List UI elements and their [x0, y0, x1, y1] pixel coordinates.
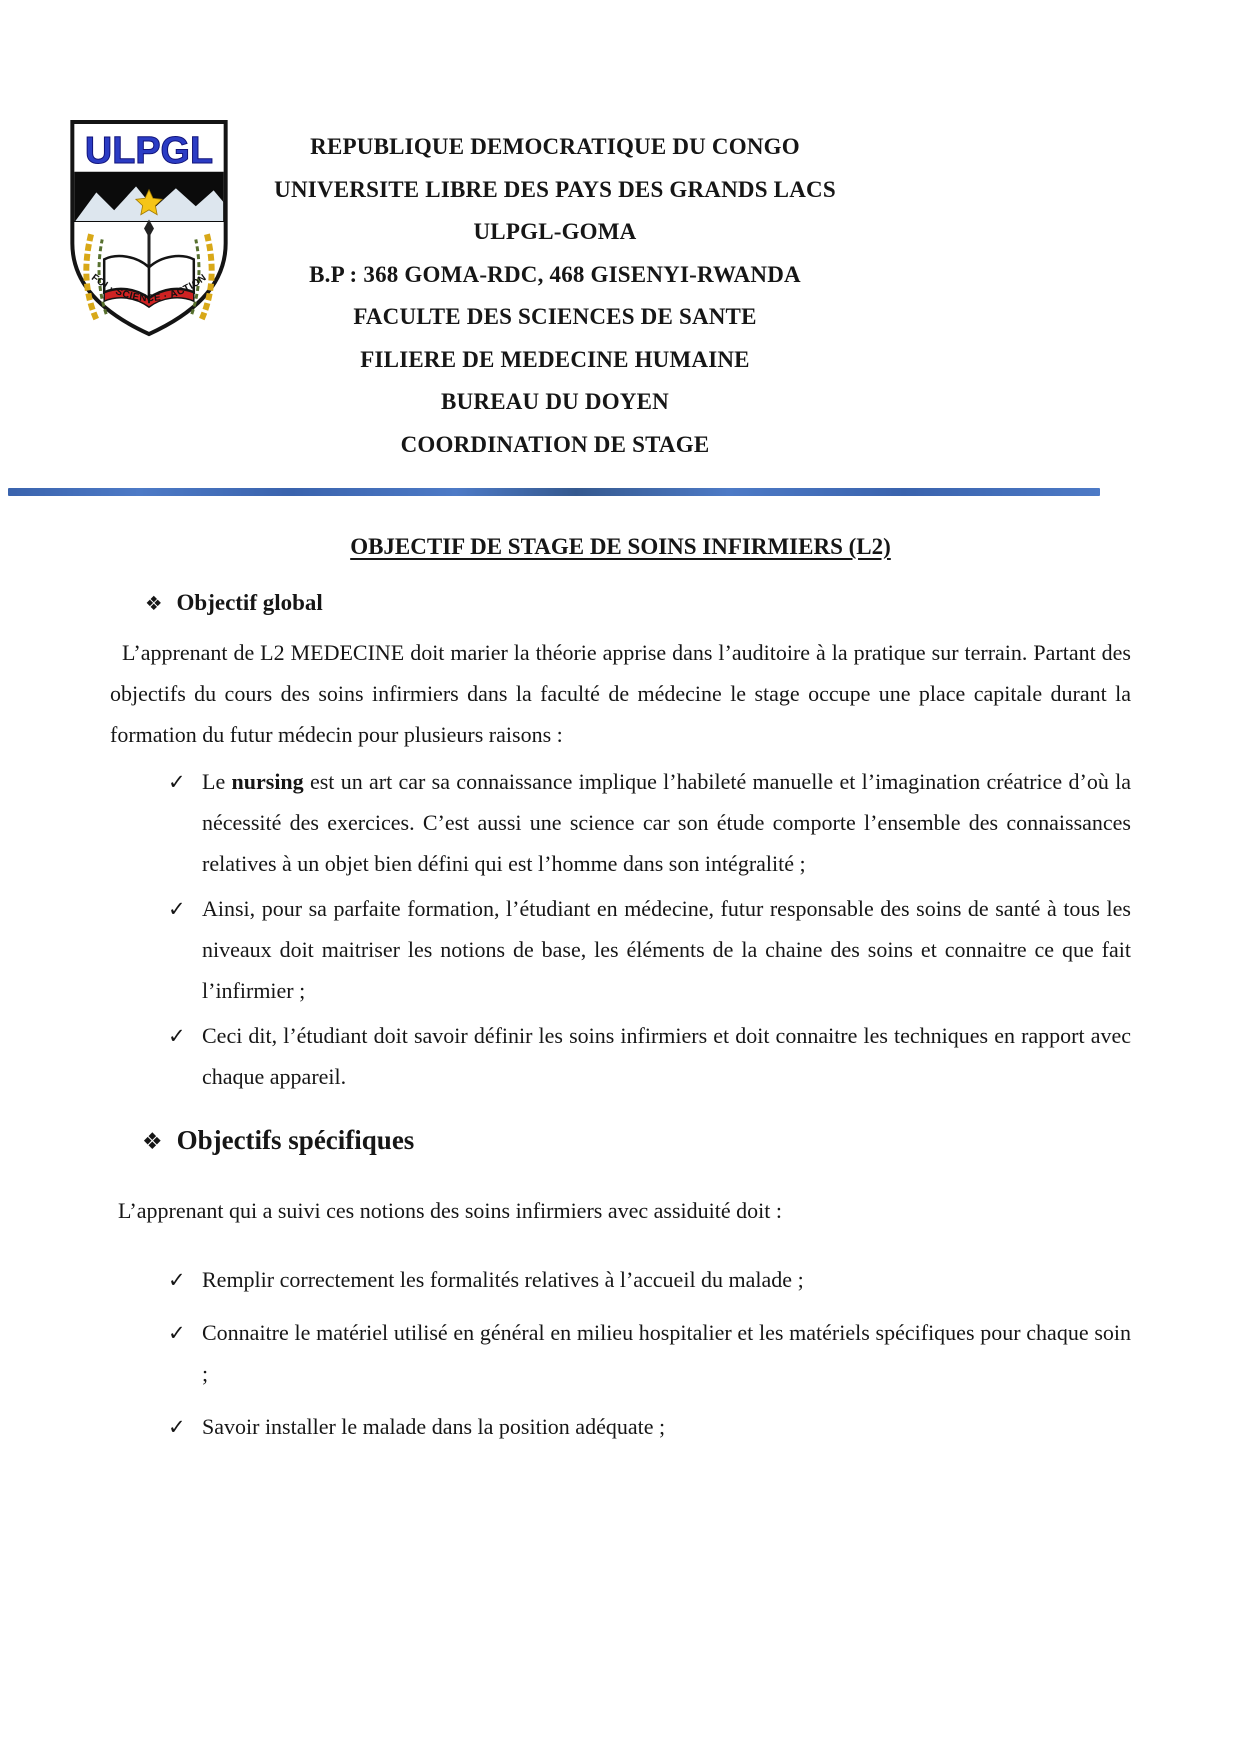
check-icon: ✓	[168, 1321, 186, 1345]
letterhead-faculty: FACULTE DES SCIENCES DE SANTE	[353, 304, 757, 329]
list-item	[168, 888, 1131, 1011]
list-item	[168, 1406, 1131, 1447]
list-item-bold-text: nursing	[231, 769, 304, 794]
letterhead-lines	[115, 0, 995, 466]
diamond-bullet-icon: ❖	[142, 1129, 163, 1155]
section-heading-specific	[142, 1125, 1131, 1156]
letterhead-department: FILIERE DE MEDECINE HUMAINE	[360, 346, 750, 372]
list-item	[168, 1312, 1131, 1394]
check-icon: ✓	[168, 1024, 186, 1048]
header-divider-rule	[8, 488, 1100, 496]
university-logo	[63, 116, 235, 340]
list-item-text: Ainsi, pour sa parfaite formation, l’étudiant en médecine, futur responsable des soins de santé à tous les niveaux doit maitriser les notions de base, les éléments de la chaine des soins et connaitre ce que fait l’infirmier ;	[202, 896, 1131, 1003]
list-item-text: Remplir correctement les formalités relatives à l’accueil du malade ;	[202, 1267, 804, 1292]
list-item-text: Le	[202, 769, 232, 794]
section-heading-global	[145, 590, 1131, 616]
list-item	[168, 1259, 1131, 1300]
list-item-text: Savoir installer le malade dans la position adéquate ;	[202, 1414, 666, 1439]
check-icon: ✓	[168, 770, 186, 794]
list-item-text: Ceci dit, l’étudiant doit savoir définir les soins infirmiers et doit connaitre les techniques en rapport avec chaque appareil.	[202, 1023, 1131, 1089]
list-item	[168, 761, 1131, 884]
letterhead-university: UNIVERSITE LIBRE DES PAYS DES GRANDS LACS	[274, 176, 836, 202]
document-header	[0, 0, 1241, 466]
letterhead-country: REPUBLIQUE DEMOCRATIQUE DU CONGO	[310, 134, 800, 159]
document-title: OBJECTIF DE STAGE DE SOINS INFIRMIERS (L2)	[350, 534, 891, 559]
specific-intro-paragraph: L’apprenant qui a suivi ces notions des soins infirmiers avec assiduité doit :	[118, 1198, 782, 1223]
letterhead-campus: ULPGL-GOMA	[473, 219, 637, 244]
logo-acronym-text: ULPGL	[84, 129, 214, 172]
document-body	[110, 534, 1131, 1447]
section-heading-specific-label: Objectifs spécifiques	[176, 1125, 415, 1155]
list-item-text: Connaitre le matériel utilisé en général en milieu hospitalier et les matériels spécifiques pour chaque soin ;	[202, 1320, 1131, 1386]
letterhead-coordination: COORDINATION DE STAGE	[400, 431, 710, 457]
logo-motto-text: FOI · SCIENCE · ACTION	[89, 272, 209, 305]
check-icon: ✓	[168, 897, 186, 921]
check-icon: ✓	[168, 1415, 186, 1439]
ulpgl-crest	[63, 116, 235, 340]
letterhead-address: B.P : 368 GOMA-RDC, 468 GISENYI-RWANDA	[309, 261, 801, 287]
check-icon: ✓	[168, 1268, 186, 1292]
specific-objectives-list	[168, 1259, 1131, 1447]
global-objectives-list	[168, 761, 1131, 1097]
diamond-bullet-icon: ❖	[145, 592, 163, 615]
letterhead-office: BUREAU DU DOYEN	[441, 389, 669, 414]
list-item-text: est un art car sa connaissance implique l’habileté manuelle et l’imagination créatrice d’où la nécessité des exercices. C’est aussi une science car son étude comporte l’ensemble des connaissances relatives à un objet bien défini qui est l’homme dans son intégralité ;	[202, 769, 1132, 876]
list-item	[168, 1015, 1131, 1097]
global-intro-paragraph: L’apprenant de L2 MEDECINE doit marier la théorie apprise dans l’auditoire à la pratique sur terrain. Partant des objectifs du cours des soins infirmiers dans la faculté de médecine le stage occupe une place capitale durant la formation du futur médecin pour plusieurs raisons :	[110, 640, 1131, 747]
section-heading-global-label: Objectif global	[176, 590, 323, 615]
